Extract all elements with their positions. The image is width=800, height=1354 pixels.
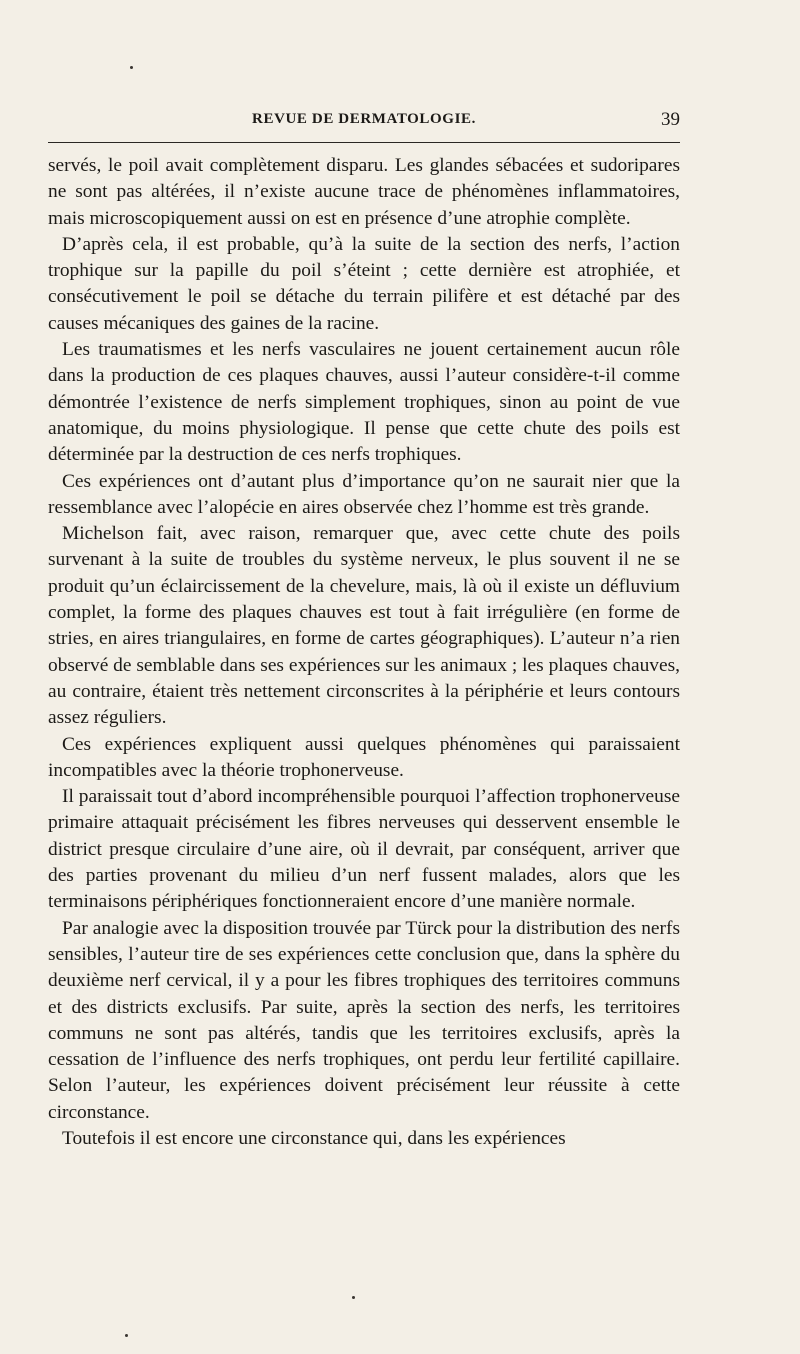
paragraph: Par analogie avec la disposition trouvée par Türck pour la distribution des nerfs sensibles, l’auteur tire de ses expériences cette conclusion que, dans la sphère du deuxième nerf cervical, il y a pour les fibres trophiques des territoires communs et des districts exclusifs. Par suite, après la section des nerfs, les territoires communs ne sont pas altérés, tandis que les territoires exclusifs, après la cessation de l’influence des nerfs trophiques, ont perdu leur fertilité capillaire. Selon l’auteur, les expériences doivent précisément leur réussite à cette circonstance. — [48, 917, 680, 1123]
running-header — [48, 111, 680, 135]
paragraph: Toutefois il est encore une circonstance qui, dans les expériences — [62, 1127, 566, 1149]
paragraph: Ces expériences ont d’autant plus d’importance qu’on ne saurait nier que la ressemblance avec l’alopécie en aires observée chez l’homme est très grande. — [48, 470, 680, 518]
paragraph: Les traumatismes et les nerfs vasculaires ne jouent certainement aucun rôle dans la production de ces plaques chauves, aussi l’auteur considère-t-il comme démontrée l’existence de nerfs simplement trophiques, sinon au point de vue anatomique, du moins physiologique. Il pense que cette chute des poils est déterminée par la destruction de ces nerfs trophiques. — [48, 339, 680, 466]
header-rule — [48, 142, 680, 143]
ink-speck — [125, 1334, 128, 1337]
ink-speck — [130, 66, 133, 69]
ink-speck — [352, 1296, 355, 1299]
journal-title: REVUE DE DERMATOLOGIE. — [252, 111, 476, 127]
page-number: 39 — [661, 109, 680, 130]
paragraph: Ces expériences expliquent aussi quelques phénomènes qui paraissaient incompatibles avec la théorie trophonerveuse. — [48, 733, 680, 781]
body-text — [48, 153, 680, 1152]
paragraph: Michelson fait, avec raison, remarquer que, avec cette chute des poils survenant à la suite de troubles du système nerveux, le plus souvent il ne se produit qu’un éclaircissement de la chevelure, mais, là où il existe un défluvium complet, la forme des plaques chauves est tout à fait irrégulière (en forme de stries, en aires triangulaires, en forme de cartes géographiques). L’auteur n’a rien observé de semblable dans ses expériences sur les animaux ; les plaques chauves, au contraire, étaient très nettement circonscrites à la périphérie et leurs contours assez réguliers. — [48, 523, 680, 729]
paragraph: servés, le poil avait complètement disparu. Les glandes sébacées et sudoripares ne sont pas altérées, il n’existe aucune trace de phénomènes inflammatoires, mais microscopiquement aussi on est en présence d’une atrophie complète. — [48, 155, 680, 229]
paragraph: Il paraissait tout d’abord incompréhensible pourquoi l’affection trophonerveuse primaire attaquait précisément les fibres nerveuses qui desservent ensemble le district presque circulaire d’une aire, où il devrait, par conséquent, arriver que des parties provenant du milieu d’un nerf fussent malades, alors que les terminaisons périphériques fonctionneraient encore d’une manière normale. — [48, 786, 680, 913]
paragraph: D’après cela, il est probable, qu’à la suite de la section des nerfs, l’action trophique sur la papille du poil s’éteint ; cette dernière est atrophiée, et consécutivement le poil se détache du terrain pilifère et est détaché par des causes mécaniques des gaines de la racine. — [48, 233, 680, 334]
